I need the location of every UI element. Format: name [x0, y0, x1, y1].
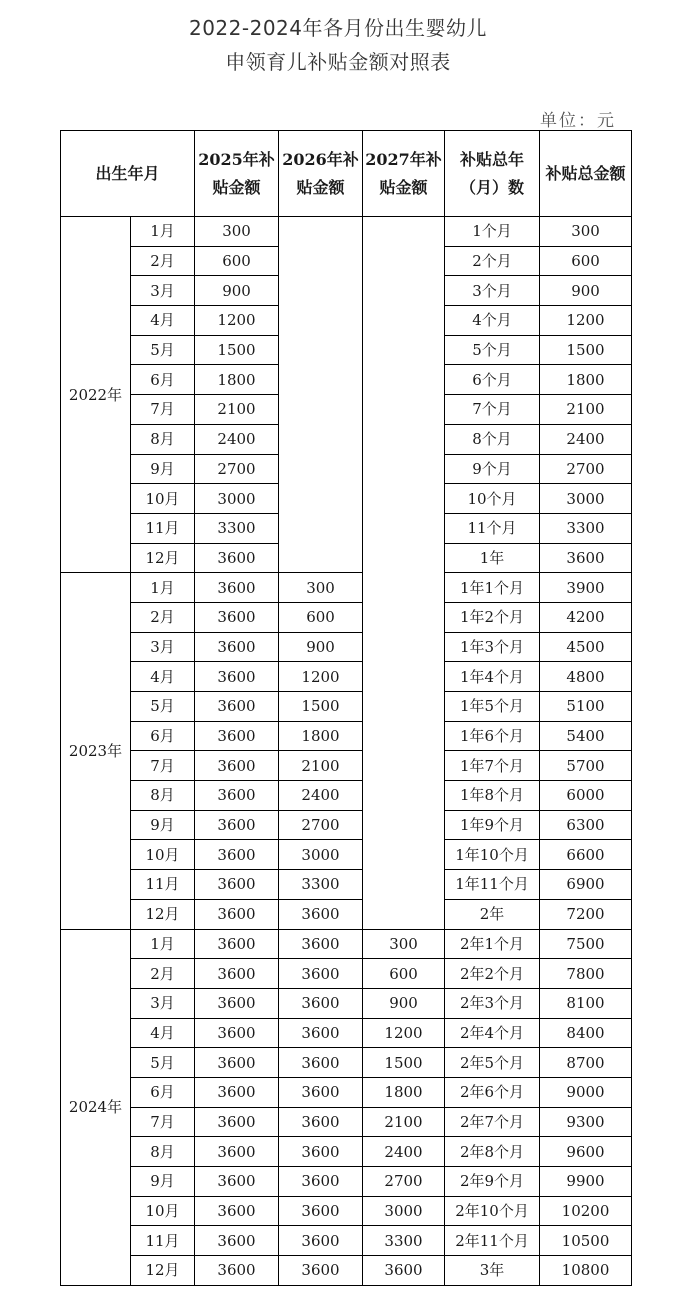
amount-2027-cell: 3300 [363, 1226, 445, 1256]
total-amount-cell: 10500 [540, 1226, 632, 1256]
amount-2026-cell: 3600 [279, 1167, 363, 1197]
amount-2026-cell: 3000 [279, 840, 363, 870]
month-cell: 9月 [131, 454, 195, 484]
amount-2025-cell: 3600 [195, 543, 279, 573]
amount-2025-cell: 3600 [195, 840, 279, 870]
month-cell: 5月 [131, 692, 195, 722]
amount-2025-cell: 2700 [195, 454, 279, 484]
amount-2025-cell: 3600 [195, 1256, 279, 1286]
amount-2025-cell: 3000 [195, 484, 279, 514]
month-cell: 9月 [131, 810, 195, 840]
amount-2026-cell: 1200 [279, 662, 363, 692]
amount-2025-cell: 1200 [195, 306, 279, 336]
amount-2025-cell: 3600 [195, 602, 279, 632]
total-amount-cell: 4200 [540, 602, 632, 632]
duration-cell: 1年 [445, 543, 540, 573]
total-amount-cell: 7800 [540, 959, 632, 989]
duration-cell: 2年 [445, 899, 540, 929]
month-cell: 11月 [131, 1226, 195, 1256]
amount-2026-cell: 3600 [279, 1256, 363, 1286]
amount-2026-cell: 3600 [279, 1048, 363, 1078]
total-amount-cell: 6000 [540, 781, 632, 811]
month-cell: 3月 [131, 632, 195, 662]
month-cell: 6月 [131, 365, 195, 395]
month-cell: 1月 [131, 929, 195, 959]
amount-2026-blank [279, 217, 363, 573]
total-amount-cell: 3900 [540, 573, 632, 603]
header-duration: 补贴总年（月）数 [445, 131, 540, 217]
duration-cell: 2年8个月 [445, 1137, 540, 1167]
table-row [61, 959, 632, 989]
subsidy-table [60, 130, 632, 1286]
amount-2025-cell: 3600 [195, 573, 279, 603]
duration-cell: 5个月 [445, 335, 540, 365]
total-amount-cell: 1800 [540, 365, 632, 395]
duration-cell: 1年3个月 [445, 632, 540, 662]
amount-2025-cell: 3600 [195, 692, 279, 722]
amount-2025-cell: 3600 [195, 632, 279, 662]
header-2026-amount: 2026年补贴金额 [279, 131, 363, 217]
total-amount-cell: 2100 [540, 395, 632, 425]
table-row [61, 929, 632, 959]
total-amount-cell: 7200 [540, 899, 632, 929]
month-cell: 8月 [131, 1137, 195, 1167]
table-row [61, 870, 632, 900]
amount-2025-cell: 3600 [195, 1196, 279, 1226]
month-cell: 1月 [131, 217, 195, 247]
amount-2025-cell: 2400 [195, 424, 279, 454]
amount-2025-cell: 600 [195, 246, 279, 276]
amount-2026-cell: 2100 [279, 751, 363, 781]
amount-2027-blank [363, 217, 445, 930]
table-row [61, 899, 632, 929]
amount-2025-cell: 3600 [195, 1107, 279, 1137]
total-amount-cell: 2700 [540, 454, 632, 484]
amount-2027-cell: 300 [363, 929, 445, 959]
year-cell: 2024年 [61, 929, 131, 1285]
amount-2025-cell: 300 [195, 217, 279, 247]
month-cell: 4月 [131, 662, 195, 692]
page-title-line2: 申领育儿补贴金额对照表 [225, 50, 451, 74]
duration-cell: 1年6个月 [445, 721, 540, 751]
amount-2026-cell: 3600 [279, 988, 363, 1018]
total-amount-cell: 2400 [540, 424, 632, 454]
month-cell: 3月 [131, 276, 195, 306]
table-row [61, 1018, 632, 1048]
amount-2026-cell: 3300 [279, 870, 363, 900]
month-cell: 9月 [131, 1167, 195, 1197]
duration-cell: 2年4个月 [445, 1018, 540, 1048]
table-row [61, 1107, 632, 1137]
table-row [61, 988, 632, 1018]
duration-cell: 6个月 [445, 365, 540, 395]
table-row [61, 692, 632, 722]
month-cell: 5月 [131, 335, 195, 365]
month-cell: 2月 [131, 959, 195, 989]
table-row [61, 1137, 632, 1167]
amount-2025-cell: 3600 [195, 751, 279, 781]
month-cell: 11月 [131, 870, 195, 900]
total-amount-cell: 5700 [540, 751, 632, 781]
duration-cell: 1年1个月 [445, 573, 540, 603]
amount-2027-cell: 2400 [363, 1137, 445, 1167]
month-cell: 12月 [131, 899, 195, 929]
duration-cell: 1年11个月 [445, 870, 540, 900]
duration-cell: 2年1个月 [445, 929, 540, 959]
total-amount-cell: 6300 [540, 810, 632, 840]
amount-2026-cell: 3600 [279, 1018, 363, 1048]
duration-cell: 11个月 [445, 513, 540, 543]
amount-2026-cell: 2400 [279, 781, 363, 811]
amount-2025-cell: 3600 [195, 929, 279, 959]
duration-cell: 1年7个月 [445, 751, 540, 781]
month-cell: 10月 [131, 484, 195, 514]
year-cell: 2023年 [61, 573, 131, 929]
total-amount-cell: 3300 [540, 513, 632, 543]
amount-2026-cell: 2700 [279, 810, 363, 840]
table-row [61, 1077, 632, 1107]
amount-2026-cell: 3600 [279, 1107, 363, 1137]
duration-cell: 1年10个月 [445, 840, 540, 870]
amount-2026-cell: 3600 [279, 929, 363, 959]
duration-cell: 2年6个月 [445, 1077, 540, 1107]
amount-2025-cell: 3600 [195, 1137, 279, 1167]
total-amount-cell: 9000 [540, 1077, 632, 1107]
table-row [61, 662, 632, 692]
year-cell: 2022年 [61, 217, 131, 573]
total-amount-cell: 7500 [540, 929, 632, 959]
amount-2026-cell: 1500 [279, 692, 363, 722]
total-amount-cell: 8700 [540, 1048, 632, 1078]
table-row [61, 840, 632, 870]
table-row [61, 1226, 632, 1256]
amount-2027-cell: 3000 [363, 1196, 445, 1226]
duration-cell: 4个月 [445, 306, 540, 336]
total-amount-cell: 1500 [540, 335, 632, 365]
table-body [61, 217, 632, 1286]
amount-2025-cell: 3600 [195, 1018, 279, 1048]
total-amount-cell: 6600 [540, 840, 632, 870]
month-cell: 10月 [131, 1196, 195, 1226]
month-cell: 7月 [131, 751, 195, 781]
duration-cell: 3年 [445, 1256, 540, 1286]
duration-cell: 2年10个月 [445, 1196, 540, 1226]
total-amount-cell: 4800 [540, 662, 632, 692]
amount-2025-cell: 900 [195, 276, 279, 306]
table-row [61, 810, 632, 840]
amount-2025-cell: 1800 [195, 365, 279, 395]
month-cell: 4月 [131, 306, 195, 336]
total-amount-cell: 3600 [540, 543, 632, 573]
total-amount-cell: 10200 [540, 1196, 632, 1226]
header-row [61, 131, 632, 217]
table-row [61, 721, 632, 751]
table-row [61, 1048, 632, 1078]
amount-2026-cell: 3600 [279, 959, 363, 989]
amount-2026-cell: 900 [279, 632, 363, 662]
month-cell: 1月 [131, 573, 195, 603]
total-amount-cell: 9300 [540, 1107, 632, 1137]
table-row [61, 217, 632, 247]
month-cell: 4月 [131, 1018, 195, 1048]
table-row [61, 1256, 632, 1286]
amount-2026-cell: 600 [279, 602, 363, 632]
month-cell: 7月 [131, 1107, 195, 1137]
total-amount-cell: 9600 [540, 1137, 632, 1167]
header-2025-amount: 2025年补贴金额 [195, 131, 279, 217]
month-cell: 2月 [131, 246, 195, 276]
amount-2027-cell: 600 [363, 959, 445, 989]
amount-2027-cell: 3600 [363, 1256, 445, 1286]
total-amount-cell: 1200 [540, 306, 632, 336]
amount-2027-cell: 2700 [363, 1167, 445, 1197]
amount-2025-cell: 3600 [195, 959, 279, 989]
month-cell: 6月 [131, 721, 195, 751]
amount-2025-cell: 3600 [195, 1226, 279, 1256]
amount-2026-cell: 1800 [279, 721, 363, 751]
month-cell: 11月 [131, 513, 195, 543]
month-cell: 2月 [131, 602, 195, 632]
amount-2025-cell: 3600 [195, 721, 279, 751]
month-cell: 8月 [131, 781, 195, 811]
amount-2025-cell: 3600 [195, 899, 279, 929]
amount-2025-cell: 3300 [195, 513, 279, 543]
amount-2025-cell: 3600 [195, 662, 279, 692]
total-amount-cell: 8400 [540, 1018, 632, 1048]
total-amount-cell: 10800 [540, 1256, 632, 1286]
month-cell: 3月 [131, 988, 195, 1018]
table-row [61, 781, 632, 811]
amount-2027-cell: 1200 [363, 1018, 445, 1048]
total-amount-cell: 6900 [540, 870, 632, 900]
month-cell: 12月 [131, 1256, 195, 1286]
amount-2025-cell: 3600 [195, 870, 279, 900]
amount-2025-cell: 3600 [195, 1048, 279, 1078]
amount-2027-cell: 2100 [363, 1107, 445, 1137]
total-amount-cell: 900 [540, 276, 632, 306]
header-total-amount: 补贴总金额 [540, 131, 632, 217]
month-cell: 7月 [131, 395, 195, 425]
duration-cell: 2年3个月 [445, 988, 540, 1018]
duration-cell: 2年7个月 [445, 1107, 540, 1137]
total-amount-cell: 5100 [540, 692, 632, 722]
month-cell: 10月 [131, 840, 195, 870]
header-birth-month: 出生年月 [61, 131, 195, 217]
amount-2026-cell: 300 [279, 573, 363, 603]
total-amount-cell: 5400 [540, 721, 632, 751]
duration-cell: 8个月 [445, 424, 540, 454]
amount-2026-cell: 3600 [279, 1226, 363, 1256]
duration-cell: 2年11个月 [445, 1226, 540, 1256]
duration-cell: 2年2个月 [445, 959, 540, 989]
total-amount-cell: 8100 [540, 988, 632, 1018]
amount-2025-cell: 3600 [195, 1167, 279, 1197]
amount-2025-cell: 3600 [195, 810, 279, 840]
total-amount-cell: 300 [540, 217, 632, 247]
amount-2026-cell: 3600 [279, 1196, 363, 1226]
duration-cell: 2个月 [445, 246, 540, 276]
table-row [61, 751, 632, 781]
month-cell: 6月 [131, 1077, 195, 1107]
total-amount-cell: 3000 [540, 484, 632, 514]
duration-cell: 9个月 [445, 454, 540, 484]
duration-cell: 7个月 [445, 395, 540, 425]
month-cell: 12月 [131, 543, 195, 573]
amount-2027-cell: 1800 [363, 1077, 445, 1107]
duration-cell: 2年9个月 [445, 1167, 540, 1197]
header-2027-amount: 2027年补贴金额 [363, 131, 445, 217]
amount-2027-cell: 1500 [363, 1048, 445, 1078]
table-row [61, 573, 632, 603]
duration-cell: 2年5个月 [445, 1048, 540, 1078]
month-cell: 8月 [131, 424, 195, 454]
amount-2025-cell: 3600 [195, 988, 279, 1018]
amount-2025-cell: 1500 [195, 335, 279, 365]
table-row [61, 1196, 632, 1226]
amount-2025-cell: 2100 [195, 395, 279, 425]
table-row [61, 1167, 632, 1197]
total-amount-cell: 9900 [540, 1167, 632, 1197]
duration-cell: 1年2个月 [445, 602, 540, 632]
duration-cell: 1年4个月 [445, 662, 540, 692]
duration-cell: 1年9个月 [445, 810, 540, 840]
amount-2026-cell: 3600 [279, 1077, 363, 1107]
duration-cell: 1年8个月 [445, 781, 540, 811]
amount-2026-cell: 3600 [279, 1137, 363, 1167]
duration-cell: 1年5个月 [445, 692, 540, 722]
amount-2025-cell: 3600 [195, 1077, 279, 1107]
duration-cell: 1个月 [445, 217, 540, 247]
amount-2026-cell: 3600 [279, 899, 363, 929]
total-amount-cell: 600 [540, 246, 632, 276]
amount-2025-cell: 3600 [195, 781, 279, 811]
table-row [61, 602, 632, 632]
duration-cell: 3个月 [445, 276, 540, 306]
amount-2027-cell: 900 [363, 988, 445, 1018]
unit-label: 单位：元 [540, 111, 616, 131]
page-title-line1: 2022-2024年各月份出生婴幼儿 [188, 16, 487, 40]
month-cell: 5月 [131, 1048, 195, 1078]
total-amount-cell: 4500 [540, 632, 632, 662]
table-row [61, 632, 632, 662]
duration-cell: 10个月 [445, 484, 540, 514]
